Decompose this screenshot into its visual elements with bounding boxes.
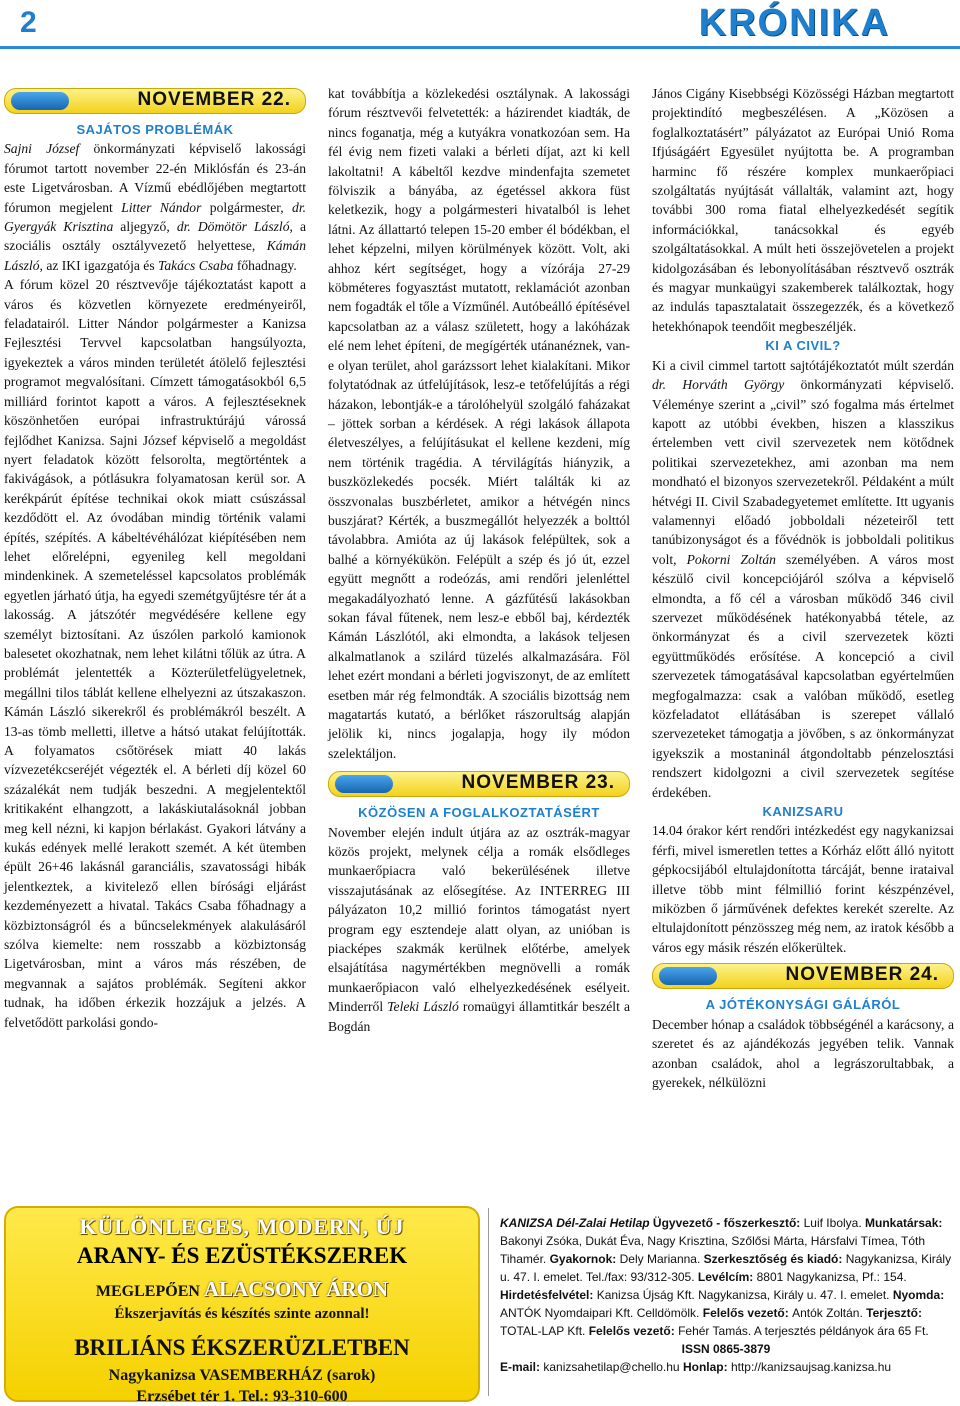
section-title: KRÓNIKA (698, 2, 890, 44)
ad-line: MEGLEPŐEN ALACSONY ÁRON (95, 1277, 389, 1301)
page-number: 2 (20, 6, 37, 39)
date-banner (652, 963, 954, 989)
article-paragraph: 14.04 órakor kért rendőri intézkedést egy nagykanizsai férfi, mivel ismeretlen tettes a Kórház előtt álló nyitott gépkocsijából eltulajdonította tárcáját, benne irataival illetve több mint félmillió forint készpénzével, miközben ő járművének defektes kerekét szerelte. Az eltulajdonított pénzösszeg még nem, az iratok később a város egy másik részén előkerültek. (652, 823, 954, 955)
ad-line: Erzsébet tér 1. Tel.: 93-310-600 (136, 1388, 348, 1405)
article-paragraph: kat továbbítja a közlekedési osztálynak. A lakossági fórum résztvevői felvetették: a házirendet kiadták, de nincs foganatja, még a kutyákra vonatkozóan sem. Ha fél évig nem fizeti valaki a bérleti díjat, azt ki kell lakoltatni! A kábeltől kezdve mindenfajta szemetet fölviszik a bányába, az égetéssel akkora füst keletkezik, hogy a polgármesteri hivatalból is lehet látni. Az állattartó telepen 15-20 ember él bódékban, el lehet képzelni, milyen körülmények között. Volt, aki ahhoz kért segítséget, hogy a vízórája 27-29 köbméteres fogyasztást mutatott, reklamációt azonban nem fogadták el tőle a Vízműnél. Autóbeálló építésével kapcsolatban az a válasz született, hogy a lakóházak elé nem lehet építeni, de megígérték utánanéznek, van-e olyan terület, ahol garázssort lehet kialakítani. Mikor folytatódnak az útfelújítások, lesz-e tetőfelújítás a régi házakon, lebontják-e a tárolóhelyül szolgáló faházakat – jöttek sorban a kérdések. A régi lakások állapota életveszélyes, a felújításukat el kellene kezdeni, míg nem történik tragédia. A térvilágítás hiányzik, a buszközlekedés pocsék. Miért találták ki az összvonalas buszbérletet, amikor a hétvégén nincs buszjárat? Kérték, a buszmegállót helyezzék a bolttól távolabbra. Amióta az új lakások felépültek, sok a balhé a környékükön. Felépült a szép és jó út, ezzel együtt megnőtt a rodeózás, ami rendőri jelenléttel megakadályozható lenne. A gázfűtésű lakásokban sokan fával fűtenek, nem lesz-e ebből baj, kérdezték Kámán Lászlótól, aki elmondta, a lakások teljesen alkalmatlanok a szilárd tüzelés alkalmazására. Föl lehet ezért mondani a bérleti jogviszonyt, de az említett esetben már rég felmondták. A szociális bizottság nem magatartás kutató, a bérlőket rászorultság alapján jelölik ki, nincs jogalapja, hogy ily módon szelektáljon. (328, 86, 630, 761)
date-banner-pill (659, 967, 717, 985)
article-heading: KÖZÖSEN A FOGLALKOZTATÁSÉRT (358, 805, 600, 821)
article-paragraph: November elején indult útjára az az osztrák-magyar közös projekt, melynek célja a romák elsődleges munkaerőpiacra való bekerülésének illetve visszajutásának az elősegítése. Az INTERREG III pályázaton 10,2 millió forintos támogatást nyert program egy esztendeje alatt olyan, az unióban is piacképes szakmák kerülnek előtérbe, amelyek elsajátítása nagymértékben megnövelli a romák munkaerőpiacon való elhelyezkedésének esélyeit. Minderről Teleki László romaügyi államtitkár beszélt a Bogdán (328, 824, 630, 1034)
ad-line: KÜLÖNLEGES, MODERN, ÚJ (79, 1214, 405, 1239)
date-label: NOVEMBER 22. (137, 89, 291, 110)
contact-line: E-mail: kanizsahetilap@chello.hu Honlap: http://kanizsaujsag.kanizsa.hu (500, 1360, 892, 1374)
ad-line: Ékszerjavítás és készítés szinte azonnal! (114, 1306, 370, 1322)
date-banner (4, 88, 306, 114)
date-banner-pill (11, 92, 69, 110)
article-paragraph: December hónap a családok többségénél a karácsony, a szeretet és az ajándékozás jegyében telik. Vannak azonban családok, ahol a legrászorultabbak, a gyerekek, nélkülözni (652, 1016, 954, 1090)
article-paragraph: Ki a civil cimmel tartott sajtótájékoztatót múlt szerdán dr. Horváth György önkormányzati képviselő. Véleménye szerint a „civil” szó fogalma más értelmet kapott az utóbbi években, hiszen a klasszikus értelemben vett civil szervezetek nem kötődnek politikai szervezetekhez, ami azonban ma nem mondható el bizonyos szervezetekről. Példaként a múlt hétvégi II. Civil Szabadegyetemet említette. Itt ugyanis valamennyi előadó jobboldali nézeteiről tett tanúbizonyságot és a fővédnök is jobboldali politikus volt, Pokorni Zoltán személyében. A város most készülő civil koncepciójáról szólva a képviselő elmondta, a fő cél a városban működő 346 civil szervezet működésének hatékonyabbá tétele, az önkormányzat és a civil szervezetek közti együttműködés erősítése. A koncepció a civil szervezetek támogatásával kapcsolatban egyértelműen megfogalmazza: csak a valóban működő, esetleg közfeladatot ellátásában is szerepet vállaló szervezeteket támogatja a jövőben, s az önkormányzat igyekszik a mostaninál átgondoltabb pénzelosztási rendszert kidolgozni a civil szervezetek segítése érdekében. (652, 357, 954, 800)
column-1 (4, 86, 306, 1032)
homepage-link[interactable]: http://kanizsaujsag.kanizsa.hu (730, 1360, 892, 1374)
issn: ISSN 0865-3879 (681, 1342, 771, 1356)
date-label: NOVEMBER 23. (461, 772, 615, 794)
article-heading: KANIZSARU (762, 804, 844, 820)
impressum (500, 1214, 952, 1376)
jewelry-advertisement (4, 1206, 480, 1405)
header-rule (0, 46, 960, 49)
impressum-text: KANIZSA Dél-Zalai Hetilap Ügyvezető - főszerkesztő: Luif Ibolya. Munkatársak: Bakonyi Zsóka, Dukát Éva, Nagy Krisztina, Szőlősi Márta, Hársfalvi Tímea, Tóth Tihamér. Gyakornok: Dely Marianna. Szerkesztőség és kiadó: Nagykanizsa, Király u. 47. I. emelet. Tel./fax: 93/312-305. Levélcím: 8801 Nagykanizsa, Pf.: 154. Hirdetésfelvétel: Kanizsa Újság Kft. Nagykanizsa, Király u. 47. I. emelet. Nyomda: ANTÓK Nyomdaipari Kft. Celldömölk. Felelős vezető: Antók Zoltán. Terjesztő: TOTAL-LAP Kft. Felelős vezető: Fehér Tamás. A terjesztés példányok ára 65 Ft. (500, 1216, 952, 1338)
article-heading: KI A CIVIL? (765, 338, 841, 354)
article-heading: A JÓTÉKONYSÁGI GÁLÁRÓL (705, 997, 901, 1013)
divider (488, 1208, 489, 1396)
article-paragraph: Sajni József önkormányzati képviselő lakossági fórumot tartott november 22-én Miklósfán és 23-án este Ligetvárosban. A Vízmű ebédlőjében megtartott fórumon megjelent Litter Nándor polgármester, dr. Gyergyák Krisztina aljegyző, dr. Dömötör László, a szociális osztály osztályvezető helyettese, Kámán László, az IKI igazgatója és Takács Csaba főhadnagy. (4, 141, 306, 273)
ad-line: Nagykanizsa VASEMBERHÁZ (sarok) (108, 1367, 376, 1384)
email-link[interactable]: kanizsahetilap@chello.hu (543, 1360, 683, 1374)
column-3 (652, 84, 954, 1092)
article-paragraph: János Cigány Kisebbségi Közösségi Házban megtartott projektindító megbeszélésen. A „Közösen a foglalkoztatásért” pályázatot az Európai Unió Roma Ifjúságáért Egyesület nyújtotta be. A programban harminc fő részére komplex munkaerőpiaci szolgáltatás nyújtását vállalták, valamint azt, hogy további 300 roma fiatal elhelyezkedését segítik információkkal, tanácsokkal és egyéb szolgáltatásokkal. A múlt heti összejövetelen a projekt kidolgozásában és lebonyolításában résztvevő osztrák és magyar munkaügyi szakemberek találkoztak, hogy az indulás tapasztalatait összegezzék, és a következő hetekhónapok teendőit megbeszéljék. (652, 86, 954, 334)
article-heading: SAJÁTOS PROBLÉMÁK (76, 122, 234, 137)
date-banner (328, 771, 630, 797)
article-paragraph: A fórum közel 20 résztvevője tájékoztatást kapott a város és közvetlen környezete eredményeiről, feladatairól. Litter Nándor polgármester a Kanizsa Fejlesztési Tervvel kapcsolatban hangsúlyozta, igyekeztek a város minden területét átölelő fejlesztési programot megvalósítani. Címzett támogatásokból 6,5 milliárd forintot kapott a város. A fejlesztéseknek köszönhetően európai infrastruktúrájú várossá fejlődhet Kanizsa. Sajni József képviselő a megoldást nyert feladatok között felsorolta, megtörténtek a fakivágások, a pótlásukra folyamatosan kerül sor. A kerékpárút építése technikai okok miatt csúszással kezdődött el. Az óvodában mindig történik valami építés, szépítés. A kábeltévéhálózat kiépítésében nem lehet előrelépni, egyenileg kell megoldani mindenkinek. A szemeteléssel kapcsolatos problémák egyetlen járható útja, ha egyedi szemétgyűjtésre tér át a lakosság. A játszótér megvédésére kellene egy személyt biztosítani. Az úszólen parkoló kamionok balesetet okozhatnak, nem lehet kilátni tőlük az útra. A problémát jelentették a Közterületfelügyeletnek, megállni tilos táblát kellene elhelyezni az útszakaszon. Kámán László sikerekről és problémákról beszélt. A 13-as tömb melletti, illetve a hátsó utakat felújították. A folyamatos csőtörések miatt 40 lakás vízvezetékcseréjét végezték el. A bérleti díj közel 60 százalékát nem tudják beszedni. A megjelentektől kritikaként elhangzott, a lakáskiutalásoknál jobban meg kell nézni, ki kapjon bérlakást. Gyakori látvány a kukás edények mellé lerakott szemét. A két ütemben épült 26+46 lakásnál garanciális, szavatossági hibák jelentkeztek, a kivitelező ellen bírósági eljárást kezdeményezett a hivatal. Takács Csaba főhadnagy a közbiztonságról és a bűncselekmények alakulásáról szólva kiemelte: nem rosszabb a közbiztonság Ligetvárosban, mint a város más részében, de megvannak a sajátos problémák. Segíteni akkor tudnak, ha időben érkezik hozzájuk a jelzés. A felvetődött parkolási gondo- (4, 277, 306, 1030)
ad-line: ARANY- ÉS EZÜSTÉKSZEREK (76, 1243, 408, 1268)
date-label: NOVEMBER 24. (785, 964, 939, 986)
column-2 (328, 84, 630, 1036)
ad-line: BRILIÁNS ÉKSZERÜZLETBEN (74, 1335, 410, 1360)
date-banner-pill (335, 775, 393, 793)
